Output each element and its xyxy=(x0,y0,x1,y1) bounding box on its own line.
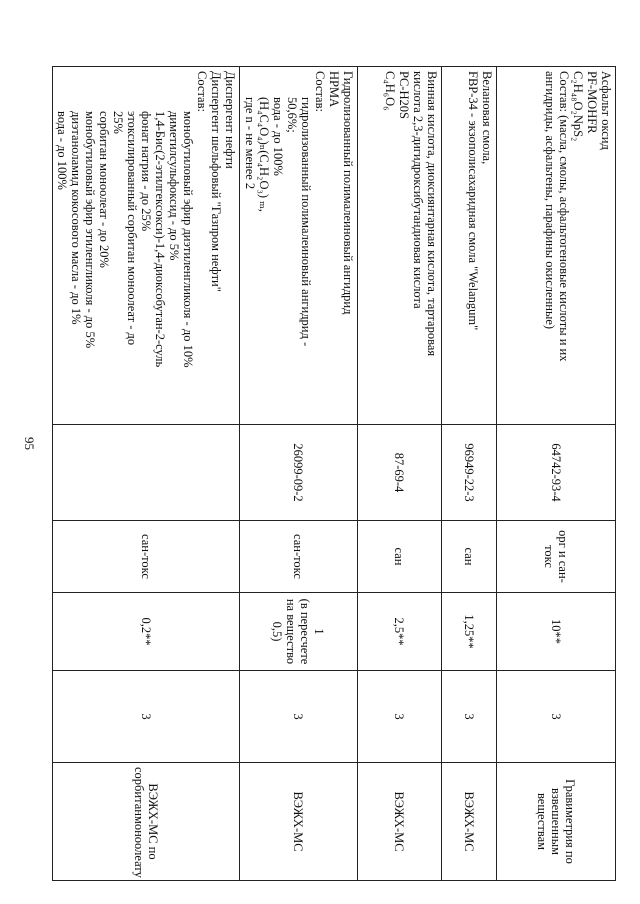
name-line: Винная кислота, диоксиянтарная кислота, тартаровая xyxy=(425,71,439,357)
limit-cell: 0,2** xyxy=(53,593,240,671)
composition-item: диэтаноламид кокосового масла - до 1% xyxy=(69,111,83,325)
class-cell: 3 xyxy=(240,671,358,763)
table-row xyxy=(240,67,358,881)
limit-cell: 10** xyxy=(497,593,616,671)
name-line: кислота 2,3-дигидроксибутандиовая кислота xyxy=(411,71,425,309)
name-line: PF-MOHFR xyxy=(585,71,599,134)
substance-table xyxy=(55,66,616,880)
cas-number-cell: 26099-09-2 xyxy=(240,425,358,521)
cas-number-cell: 96949-22-3 xyxy=(442,425,497,521)
hazard-cell: сан-токс xyxy=(53,521,240,593)
hazard-cell: сан xyxy=(442,521,497,593)
name-line: Диспергент нефти xyxy=(223,71,237,169)
composition-item: вода - до 100% xyxy=(55,111,69,190)
composition-item: монобутиловый эфир диэтиленгликоля - до 10% xyxy=(181,111,195,368)
composition-item: этоксилированный сорбитан моноолеат - до xyxy=(125,111,139,346)
composition-item: 50,6%; xyxy=(285,97,299,133)
composition-item: монобутиловый эфир этиленгликоля - до 5% xyxy=(83,111,97,349)
hazard-cell: сан xyxy=(358,521,442,593)
limit-cell: 1,25** xyxy=(442,593,497,671)
composition-item: фонат натрия - до 25% xyxy=(139,111,153,232)
table-row xyxy=(53,67,240,881)
composition-item: диметилсульфоксид - до 5% xyxy=(167,111,181,261)
name-line: PC-H20S xyxy=(397,71,411,119)
cas-number-cell xyxy=(53,425,240,521)
substance-name-cell xyxy=(358,67,442,425)
method-cell: ВЭЖХ-МС по сорбитанмоноолеату xyxy=(53,763,240,881)
name-line: Состав: (масла, смолы, асфальтогеновые кислоты и их xyxy=(557,71,571,362)
table-row xyxy=(497,67,616,881)
name-line: Гидролизованный полималеиновый ангидрид xyxy=(341,71,355,315)
limit-note: (в пересчете на вещество 0,5) xyxy=(270,598,313,665)
name-line: Велановая смола, xyxy=(480,71,494,165)
name-line: Состав: xyxy=(313,71,327,112)
page-number: 95 xyxy=(22,437,37,450)
table-row xyxy=(442,67,497,881)
composition-item: гидролизованный полималеиновый ангидрид - xyxy=(299,97,313,347)
name-line: C₄H₆O₆ xyxy=(383,71,397,111)
composition-item: (H₄C₄O₄)ₙ(C₄H₂O₃) ₘ, xyxy=(257,97,271,212)
substance-name-cell xyxy=(497,67,616,425)
method-cell: ВЭЖХ-МС xyxy=(442,763,497,881)
composition-item: 1,4-Бис(2-этилгексокси)-1,4-диоксобутан-2-суль xyxy=(153,111,167,368)
name-line: Состав: xyxy=(195,71,209,112)
cas-number-cell: 64742-93-4 xyxy=(497,425,616,521)
name-line: Диспергент шельфовый "Газпром нефти" xyxy=(209,71,223,292)
limit-value: 1 xyxy=(312,628,327,635)
name-line: Асфальт оксид xyxy=(599,71,613,150)
hazard-cell: сан-токс xyxy=(240,521,358,593)
cas-number-cell: 87-69-4 xyxy=(358,425,442,521)
substance-name-cell xyxy=(442,67,497,425)
name-line: C₂H₄₈O₂NpS₂ xyxy=(571,71,585,142)
method-cell: Гравиметрия по взвешенным веществам xyxy=(497,763,616,881)
name-line: HPMA xyxy=(327,71,341,108)
substance-name-cell xyxy=(240,67,358,425)
table-row xyxy=(358,67,442,881)
composition-item: 25% xyxy=(111,111,125,134)
method-cell: ВЭЖХ-МС xyxy=(240,763,358,881)
class-cell: 3 xyxy=(358,671,442,763)
class-cell: 3 xyxy=(442,671,497,763)
name-line: ангидриды, асфальтены, парафины окисленные) xyxy=(543,71,557,330)
class-cell: 3 xyxy=(53,671,240,763)
substance-name-cell xyxy=(53,67,240,425)
limit-cell: 2,5** xyxy=(358,593,442,671)
name-line: FBP-34 - экзополисахаридная смола "Welangum" xyxy=(466,71,480,331)
hazard-cell: орг и сан-токс xyxy=(497,521,616,593)
method-cell: ВЭЖХ-МС xyxy=(358,763,442,881)
composition-item: сорбитан моноолеат - до 20% xyxy=(97,111,111,268)
class-cell: 3 xyxy=(497,671,616,763)
limit-cell xyxy=(240,593,358,671)
composition-item: вода - до 100% xyxy=(271,97,285,176)
composition-item: где n - не менее 2 xyxy=(243,97,257,190)
